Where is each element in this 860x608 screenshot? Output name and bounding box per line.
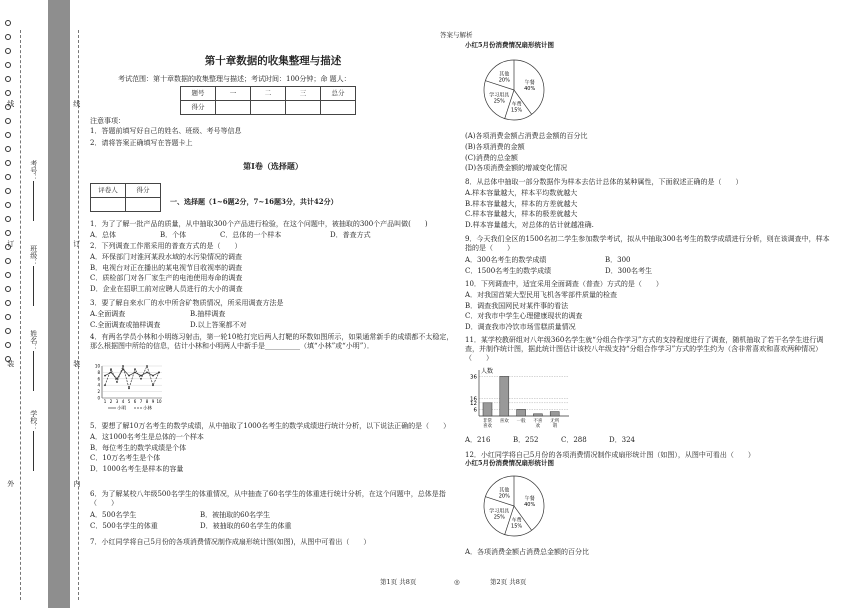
xiaolin-point (158, 372, 160, 374)
option[interactable]: A.样本容量越大，样本平均数就越大 (465, 188, 578, 197)
xiaolin-point (122, 365, 124, 367)
x-tick-label: 喜欢 (483, 424, 492, 429)
pie-slice-label: 车费 (511, 517, 522, 524)
x-tick-label: 2 (109, 399, 113, 404)
margin-label-1: 线 (6, 100, 15, 107)
option[interactable]: C.样本容量越大，样本的极差就越大 (465, 210, 578, 219)
x-tick-label: 8 (145, 399, 149, 404)
xiaoming-point (146, 372, 148, 374)
pie-slice-pct: 25% (493, 98, 505, 105)
notice-1: 1．答题前填写好自己的姓名、班级、考号等信息 (90, 127, 242, 135)
option[interactable]: D．300名考生 (605, 267, 652, 276)
doc-meta: 考试范围：第十章数据的收集整理与描述；考试时间：100分钟；命 题人： (118, 75, 351, 83)
question-2 (90, 242, 456, 294)
pie-slice-pct: 40% (524, 85, 536, 92)
binding-hole (5, 132, 11, 138)
option[interactable]: D．调查我市冷饮市场雪糕质量情况 (465, 323, 576, 331)
x-tick-label: 3 (115, 399, 119, 404)
grader-score-input[interactable] (126, 198, 161, 212)
question-3 (90, 299, 456, 329)
option[interactable]: C．1500名考生的数学成绩 (465, 267, 552, 276)
binding-hole (5, 20, 11, 26)
score-input[interactable] (216, 101, 251, 115)
x-tick-label: 不喜 (533, 419, 543, 424)
pie-chart-2 (469, 472, 559, 540)
score-input[interactable] (251, 101, 286, 115)
x-tick-label: 9 (151, 399, 155, 404)
bar (533, 414, 542, 416)
pie-slice-label: 学习用具 (489, 508, 510, 515)
x-tick-label: 谓 (552, 424, 557, 429)
option[interactable]: D．被抽取的60名学生的体重 (200, 522, 292, 531)
option[interactable]: C．对我市中学生心理健康现状的调查 (465, 312, 583, 321)
pie-chart-1 (469, 56, 559, 124)
binding-hole (5, 188, 11, 194)
x-tick-label: 喜欢 (499, 419, 509, 424)
x-tick-label: 5 (127, 399, 131, 404)
question-text: 1．为了了解一批产品的质量，从中抽取300个产品进行检验，在这个问题中，被抽取的300个产品叫做( ) (90, 220, 428, 228)
binding-hole (5, 216, 11, 222)
binding-hole (5, 118, 11, 124)
score-cell: 三 (286, 87, 321, 101)
pie-slice-label: 其他 (499, 487, 510, 494)
support-bar-chart (465, 366, 575, 432)
binding-hole (5, 76, 11, 82)
option[interactable]: B．252 (513, 436, 539, 444)
option[interactable]: A．环保部门对淮河某段水域的水污染情况的调查 (90, 252, 243, 261)
question-text: 10．下列调查中，适宜采用全面调查（普查）方式的是（ ） (465, 280, 663, 288)
binding-margin (0, 0, 11, 608)
binding-hole (5, 230, 11, 236)
option[interactable]: D．企业在招职工前对应聘人员进行的大小的调查 (90, 285, 243, 293)
section-title: 一、选择题（1~6题2分，7~16题3分，共计42分） (170, 197, 338, 206)
option[interactable]: A．总体 (90, 230, 117, 239)
option[interactable]: C．总体的一个样本 (220, 230, 282, 239)
x-tick-label: 1 (103, 399, 107, 404)
inner-label-2: 订 (72, 240, 81, 247)
score-cell: 题号 (181, 87, 216, 101)
binding-hole (5, 328, 11, 334)
binding-strip (48, 0, 70, 608)
question-text: 12．小红同学将自己5月份的各项消费情况制作成扇形统计图（如图），从图中可看出（ ） (465, 451, 755, 459)
x-tick-label: 10 (156, 399, 162, 404)
binding-hole (5, 160, 11, 166)
pie-slice-pct: 20% (498, 77, 510, 84)
option[interactable]: B．个体 (160, 230, 187, 239)
question-text: 9．今天我们全区的1500名初二学生参加数学考试，拟从中抽取300名考生的数学成绩进行分析，则在该调查中，样本指的是（ ） (465, 235, 830, 252)
pie-slice-pct: 15% (511, 107, 523, 114)
cut-line-inner (78, 30, 79, 600)
y-tick-label: 12 (470, 400, 477, 407)
option[interactable]: B.抽样调查 (190, 309, 226, 318)
pie-slice-pct: 40% (524, 501, 536, 508)
option[interactable]: D.以上答案都不对 (190, 320, 247, 329)
xiaoming-point (140, 375, 142, 377)
question-text: 5．要想了解10万名考生的数学成绩，从中抽取了1000名考生的数学成绩进行统计分析，以下说法正确的是（ ） (90, 422, 451, 430)
x-tick-label: 欢 (535, 424, 541, 429)
xiaolin-point (146, 365, 148, 367)
xiaoming-point (104, 375, 106, 377)
option[interactable]: C．质检部门对各厂家生产的电池使用寿命的调查 (90, 274, 243, 283)
pie-title-2: 小红5月份消费情况扇形统计图 (465, 459, 555, 467)
option[interactable]: B．300 (605, 255, 631, 264)
bar (550, 412, 559, 416)
pie-slice-pct: 25% (493, 514, 505, 521)
option[interactable]: B．调查我国网民对某件事的看法 (465, 301, 569, 310)
notice-2: 2．请将答案正确填写在答题卡上 (90, 139, 193, 147)
page-header: 答案与解析 (440, 31, 473, 39)
grader-input[interactable] (91, 198, 126, 212)
question-8 (465, 178, 831, 230)
binding-hole (5, 62, 11, 68)
pie-slice-label: 学习用具 (489, 92, 510, 99)
xiaolin-point (152, 384, 154, 386)
question-text: 2．下列调查工作需采用的普查方式的是（ ） (90, 242, 242, 250)
option[interactable]: C．500名学生的体重 (90, 522, 158, 531)
option[interactable]: (A)各项消费金额占消费总金额的百分比 (465, 132, 588, 140)
option[interactable]: B.样本容量越大，样本的方差就越大 (465, 199, 578, 208)
y-tick-label: 36 (470, 374, 477, 381)
binding-hole (5, 48, 11, 54)
x-tick-label: 7 (139, 399, 143, 404)
cut-line-outer (20, 30, 21, 600)
option[interactable]: (B)各项消费的金额 (465, 142, 525, 151)
x-tick-label: 4 (121, 399, 125, 404)
page-number-left: 第1页 共8页 (380, 578, 417, 586)
binding-hole (5, 258, 11, 264)
binding-hole (5, 90, 11, 96)
margin-bullets (5, 20, 12, 370)
xiaoming-point (110, 372, 112, 374)
option[interactable]: D．普查方式 (330, 230, 371, 239)
bar (517, 409, 526, 416)
question-7 (90, 538, 456, 547)
x-tick-label: 非常 (483, 419, 492, 424)
question-10 (465, 280, 831, 332)
x-tick-label: 无所 (550, 419, 560, 424)
option[interactable]: C.全面调查或抽样调查 (90, 320, 161, 329)
grader-label: 评卷人 (91, 184, 126, 198)
pie-slice-pct: 15% (511, 523, 523, 530)
xiaolin-point (116, 381, 118, 383)
pie-slice-label: 车费 (511, 101, 522, 108)
option[interactable]: A．这1000名考生是总体的一个样本 (90, 432, 204, 441)
binding-hole (5, 146, 11, 152)
binding-hole (5, 286, 11, 292)
xiaolin-point (128, 388, 130, 390)
margin-label-2: 订 (6, 240, 15, 247)
xiaoming-point (128, 375, 130, 377)
question-text: 6．为了解某校八年级500名学生的体重情况，从中抽查了60名学生的体重进行统计分析，在这个问题中，总体是指（ ） (90, 490, 446, 507)
margin-label-3: 装 (6, 360, 15, 367)
xiaolin-point (104, 384, 106, 386)
margin-label-4: 外 (6, 480, 15, 487)
grader-score-label: 得分 (126, 184, 161, 198)
binding-hole (5, 202, 11, 208)
question-4 (90, 333, 454, 351)
legend-label: 小林 (143, 406, 152, 412)
pie-slice-pct: 20% (498, 493, 510, 500)
option[interactable]: A．对我国首架大型民用飞机各零部件质量的检查 (465, 290, 618, 299)
y-tick-label: 2 (97, 389, 100, 395)
question-7-options (465, 132, 831, 173)
option[interactable]: (C)消费的总金额 (465, 153, 518, 162)
score-cell: 得分 (181, 101, 216, 115)
inner-label-4: 内 (72, 480, 81, 487)
score-cell: 总分 (321, 87, 356, 101)
option[interactable]: B．每位考生的数学成绩是个体 (90, 443, 187, 452)
option[interactable]: D.样本容量越大，对总体的估计就越准确. (465, 221, 594, 229)
y-tick-label: 4 (97, 382, 100, 388)
binding-hole (5, 34, 11, 40)
field-school[interactable]: 学校： (29, 410, 38, 471)
notice-title: 注意事项： (90, 117, 125, 125)
question-text: 8．从总体中抽取一部分数据作为样本去估计总体的某种属性，下面叙述正确的是（ ） (465, 178, 743, 186)
y-tick-label: 8 (97, 369, 100, 375)
xiaolin-point (140, 378, 142, 380)
field-class[interactable]: 班级： (29, 245, 38, 306)
page-number-right: 第2页 共8页 (490, 578, 527, 586)
pie-slice-label: 午餐 (524, 495, 535, 502)
legend-label: 小明 (117, 406, 126, 412)
question-5 (90, 422, 456, 474)
score-table (180, 86, 356, 115)
volume-title: 第I卷（选择题） (243, 161, 303, 171)
y-tick-label: 0 (97, 395, 100, 401)
score-input[interactable] (286, 101, 321, 115)
option[interactable]: (D)各项消费金额的增减变化情况 (465, 164, 568, 173)
y-tick-label: 10 (94, 363, 100, 369)
question-11 (465, 336, 831, 362)
pie-title-1: 小红5月份消费情况扇形统计图 (465, 41, 555, 49)
inner-label-3: 装 (72, 360, 81, 367)
option[interactable]: C．288 (561, 436, 587, 444)
option[interactable]: B．被抽取的60名学生 (200, 510, 271, 519)
question-1 (90, 220, 456, 240)
binding-hole (5, 272, 11, 278)
question-text: 3．要了解自来水厂的水中所含矿物质情况，所采用调查方法是 (90, 299, 284, 307)
question-11-options (465, 436, 635, 445)
option[interactable]: A.全面调查 (90, 309, 126, 318)
xiaoming-point (152, 375, 154, 377)
question-text: 7．小红同学将自己5月份的各项消费情况制作成扇形统计图(如图)，从图中可看出（ ） (90, 538, 371, 546)
option[interactable]: A．各项消费金额占消费总金额的百分比 (465, 548, 590, 556)
question-text: 11．某学校教研组对八年级360名学生就“分组合作学习”方式的支持程度进行了调查，随机抽取了若干名学生进行调查，并制作统计图，据此统计图估计该校八年级支持“分组合作学习”方式的学生约为（含非常喜欢和喜欢两种情况）（ ） (465, 336, 824, 362)
score-cell: 二 (251, 87, 286, 101)
score-input[interactable] (321, 101, 356, 115)
x-tick-label: 一般 (516, 419, 526, 424)
field-exam-number[interactable]: 考号： (29, 160, 38, 221)
binding-hole (5, 314, 11, 320)
score-cell: 一 (216, 87, 251, 101)
field-name[interactable]: 姓名： (29, 330, 38, 391)
question-text: 4．有两名学员小林和小明练习射击，第一轮10枪打完后两人打靶的环数如图所示，如果通常新手的成绩都不太稳定，那么根据图中所给的信息，估计小林和小明两人中新手是__________（填“小林”或“小明”）． (90, 333, 454, 350)
option[interactable]: C．10万名考生是个体 (90, 454, 161, 463)
binding-hole (5, 174, 11, 180)
y-tick-label: 16 (470, 396, 477, 403)
shooting-line-chart (90, 360, 170, 412)
y-axis-title: 人数 (481, 368, 494, 375)
x-tick-label: 6 (133, 399, 137, 404)
xiaolin-line (105, 366, 159, 388)
inner-label-1: 线 (72, 100, 81, 107)
question-6 (90, 490, 456, 531)
bar (483, 403, 492, 416)
xiaolin-point (110, 368, 112, 370)
option[interactable]: A．500名学生 (90, 510, 137, 519)
doc-title: 第十章数据的收集整理与描述 (204, 55, 342, 67)
option[interactable]: B．电视台对正在播出的某电视节目收视率的调查 (90, 263, 243, 272)
binding-hole (5, 342, 11, 348)
bar (500, 376, 509, 416)
y-tick-label: 6 (473, 407, 477, 414)
option[interactable]: D．324 (609, 436, 635, 444)
pie-slice-label: 其他 (499, 71, 510, 78)
question-9 (465, 235, 831, 276)
grader-box (90, 183, 161, 212)
option[interactable]: A．216 (465, 436, 491, 444)
option[interactable]: D．1000名考生是样本的容量 (90, 465, 184, 473)
y-tick-label: 6 (97, 376, 100, 382)
footer-circle: ◎ (454, 578, 460, 586)
option[interactable]: A．300名考生的数学成绩 (465, 255, 547, 264)
binding-hole (5, 300, 11, 306)
xiaolin-point (134, 368, 136, 370)
pie-slice-label: 午餐 (524, 79, 535, 86)
